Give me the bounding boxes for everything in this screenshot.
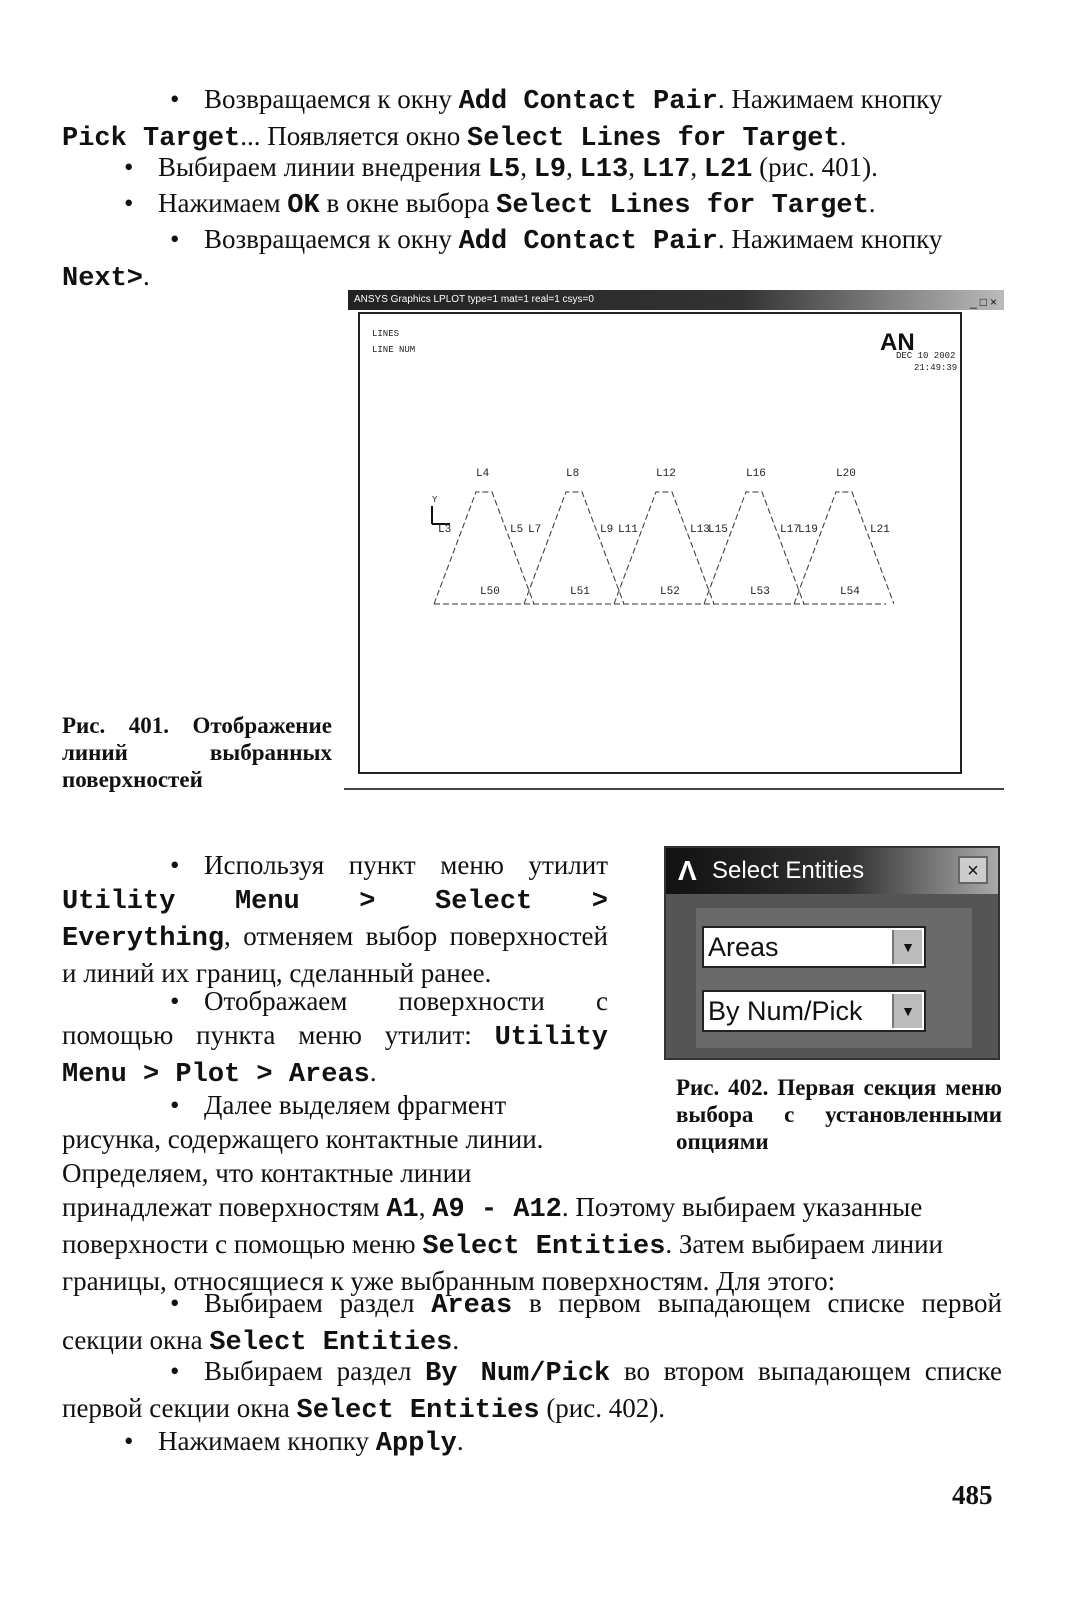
line-label-right: L9 xyxy=(600,524,614,536)
line-label-left: L7 xyxy=(528,524,542,536)
select-entities-dialog xyxy=(664,846,1000,1060)
selection-method-value: By Num/Pick xyxy=(708,996,863,1026)
line-label-top: L16 xyxy=(746,468,766,480)
line-label-right: L5 xyxy=(510,524,524,536)
paragraph-press-next: • Возвращаемся к окну Add Contact Pair. Нажимаем кнопку Next>. xyxy=(62,224,943,294)
code-apply: Apply xyxy=(375,1429,457,1459)
ansys-logo-icon: AN xyxy=(880,329,915,356)
window-title: ANSYS Graphics LPLOT type=1 mat=1 real=1 csys=0 xyxy=(354,294,594,305)
line-label-bottom: L51 xyxy=(570,586,590,598)
header-lines: LINES xyxy=(372,329,400,339)
plot-time: 21:49:39 xyxy=(914,363,958,373)
lines-plot xyxy=(360,314,960,772)
minimize-icon[interactable]: _ xyxy=(970,295,980,309)
figure-402-caption: Рис. 402. Первая секция меню выбора с установленными опциями xyxy=(676,1075,1002,1154)
line-label-bottom: L53 xyxy=(750,586,770,598)
dialog-titlebar xyxy=(666,848,998,894)
graphics-canvas xyxy=(358,312,962,774)
entity-type-value: Areas xyxy=(708,932,779,962)
plot-date: DEC 10 2002 xyxy=(896,351,956,361)
close-button[interactable]: × xyxy=(958,856,988,884)
line-label-top: L4 xyxy=(476,468,490,480)
code-next: Next> xyxy=(62,264,144,294)
header-line-num: LINE NUM xyxy=(372,345,416,355)
selection-method-select[interactable] xyxy=(702,990,926,1032)
line-label-left: L19 xyxy=(798,524,818,536)
code-utility-select-everything: Utility Menu > Select > Everything xyxy=(62,887,608,954)
line-label-right: L17 xyxy=(780,524,800,536)
paragraph-select-fragment: • Далее выделяем фрагмент рисунка, содержащего контактные линии. Определяем, что контактные линии принадлежат поверхностям A1, A9 - A12. Поэтому выбираем указанные поверхности с помощью меню Select Entities. Затем выбираем линии границы, относящиеся к уже выбранным поверхностям. Для этого: xyxy=(62,1090,943,1296)
code-utility-plot-areas: Utility Menu > Plot > Areas xyxy=(62,1023,608,1090)
window-controls xyxy=(970,292,1000,312)
dialog-title: Select Entities xyxy=(712,857,865,884)
line-label-right: L21 xyxy=(870,524,890,536)
figure-401 xyxy=(344,290,1004,794)
ansys-logo-icon: Λ xyxy=(678,855,697,886)
close-icon[interactable]: × xyxy=(989,295,1000,309)
line-label-top: L8 xyxy=(566,468,580,480)
maximize-icon[interactable]: □ xyxy=(979,295,990,309)
axis-y-label: Y xyxy=(432,495,438,505)
paragraph-press-ok: • Нажимаем OK в окне выбора Select Lines for Target. xyxy=(124,188,876,221)
chevron-down-icon[interactable]: ▼ xyxy=(892,930,922,964)
page-number: 485 xyxy=(952,1480,993,1510)
line-label-top: L20 xyxy=(836,468,856,480)
line-label-bottom: L54 xyxy=(840,586,860,598)
chevron-down-icon[interactable]: ▼ xyxy=(892,994,922,1028)
figure-401-caption: Рис. 401. Отображение линий выбранных поверхностей xyxy=(62,713,332,792)
paragraph-select-by-num-pick: • Выбираем раздел By Num/Pick во втором выпадающем списке первой секции окна Select Entities (рис. 402). xyxy=(62,1356,1002,1426)
paragraph-select-areas: • Выбираем раздел Areas в первом выпадающем списке первой секции окна Select Entities. xyxy=(62,1288,1002,1358)
line-label-left: L3 xyxy=(438,524,452,536)
paragraph-plot-areas: • Отображаем поверхности с помощью пункта меню утилит: Utility Menu > Plot > Areas. xyxy=(62,986,608,1090)
figure-divider xyxy=(344,788,1004,790)
code-pick-target: Pick Target xyxy=(62,124,241,154)
entity-type-select[interactable] xyxy=(702,926,926,968)
line-label-bottom: L50 xyxy=(480,586,500,598)
paragraph-select-lines: • Выбираем линии внедрения L5, L9, L13, L17, L21 (рис. 401). xyxy=(124,152,878,185)
graphics-window-titlebar xyxy=(348,290,1004,310)
line-label-top: L12 xyxy=(656,468,676,480)
paragraph-utility-select-everything: • Используя пункт меню утилит Utility Menu > Select > Everything, отменяем выбор поверхностей и линий их границ, сделанный ранее. xyxy=(62,850,608,988)
line-label-right: L13 xyxy=(690,524,710,536)
line-label-left: L15 xyxy=(708,524,728,536)
paragraph-press-apply: • Нажимаем кнопку Apply. xyxy=(124,1426,464,1459)
code-select-lines-for-target: Select Lines for Target xyxy=(467,124,840,154)
line-label-bottom: L52 xyxy=(660,586,680,598)
line-label-left: L11 xyxy=(618,524,638,536)
paragraph-add-contact-pair: • Возвращаемся к окну Add Contact Pair. Нажимаем кнопку Pick Target... Появляется окно Select Lines for Target. xyxy=(62,84,943,154)
code-add-contact-pair: Add Contact Pair xyxy=(458,87,718,117)
